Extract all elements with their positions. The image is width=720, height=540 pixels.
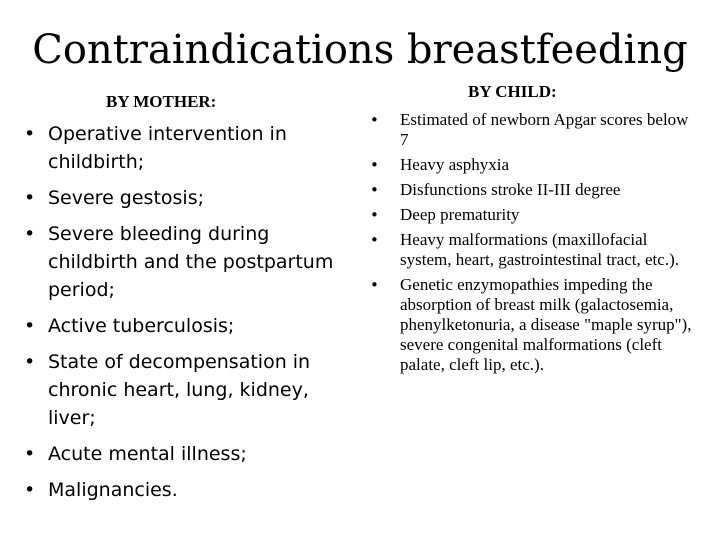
- child-item-asphyxia: • Heavy asphyxia: [370, 155, 510, 174]
- mother-list: [24, 120, 354, 504]
- bullet-icon: •: [370, 181, 379, 199]
- bullet-icon: •: [24, 443, 36, 465]
- mother-item-gestosis: • Severe gestosis;: [24, 184, 354, 212]
- child-item-apgar: • Estimated of newborn Apgar scores below 7: [370, 110, 689, 149]
- mother-heading: BY MOTHER:: [106, 92, 217, 111]
- child-heading: BY CHILD:: [468, 82, 557, 101]
- child-item-enzymopathies: • Genetic enzymopathies impeding the absorption of breast milk (galactosemia, phenylketonuria, a disease "maple syrup"), severe congenital malformations (cleft palate, cleft lip, etc.).: [370, 275, 692, 374]
- bullet-icon: •: [370, 231, 379, 249]
- child-column: [368, 80, 698, 380]
- mother-item-malignancies: • Malignancies.: [24, 476, 354, 504]
- mother-item-tuberculosis: • Active tuberculosis;: [24, 312, 354, 340]
- mother-column: [24, 90, 354, 512]
- child-item-prematurity: • Deep prematurity: [370, 205, 520, 224]
- bullet-icon: •: [24, 351, 36, 373]
- bullet-icon: •: [370, 111, 379, 129]
- mother-item-decompensation: • State of decompensation in chronic heart, lung, kidney, liver;: [24, 348, 354, 432]
- bullet-icon: •: [24, 223, 36, 245]
- bullet-icon: •: [24, 187, 36, 209]
- mother-item-operative: • Operative intervention in childbirth;: [24, 120, 354, 176]
- bullet-icon: •: [370, 156, 379, 174]
- bullet-icon: •: [24, 123, 36, 145]
- bullet-icon: •: [24, 315, 36, 337]
- child-list: [368, 110, 698, 375]
- mother-item-bleeding: • Severe bleeding during childbirth and the postpartum period;: [24, 220, 354, 304]
- bullet-icon: •: [370, 276, 379, 294]
- child-item-stroke: • Disfunctions stroke II-III degree: [370, 180, 621, 199]
- bullet-icon: •: [24, 479, 36, 501]
- child-item-malformations: • Heavy malformations (maxillofacial system, heart, gastrointestinal tract, etc.).: [370, 230, 679, 269]
- slide-title: Contraindications breastfeeding: [32, 27, 688, 73]
- mother-item-mental-illness: • Acute mental illness;: [24, 440, 354, 468]
- bullet-icon: •: [370, 206, 379, 224]
